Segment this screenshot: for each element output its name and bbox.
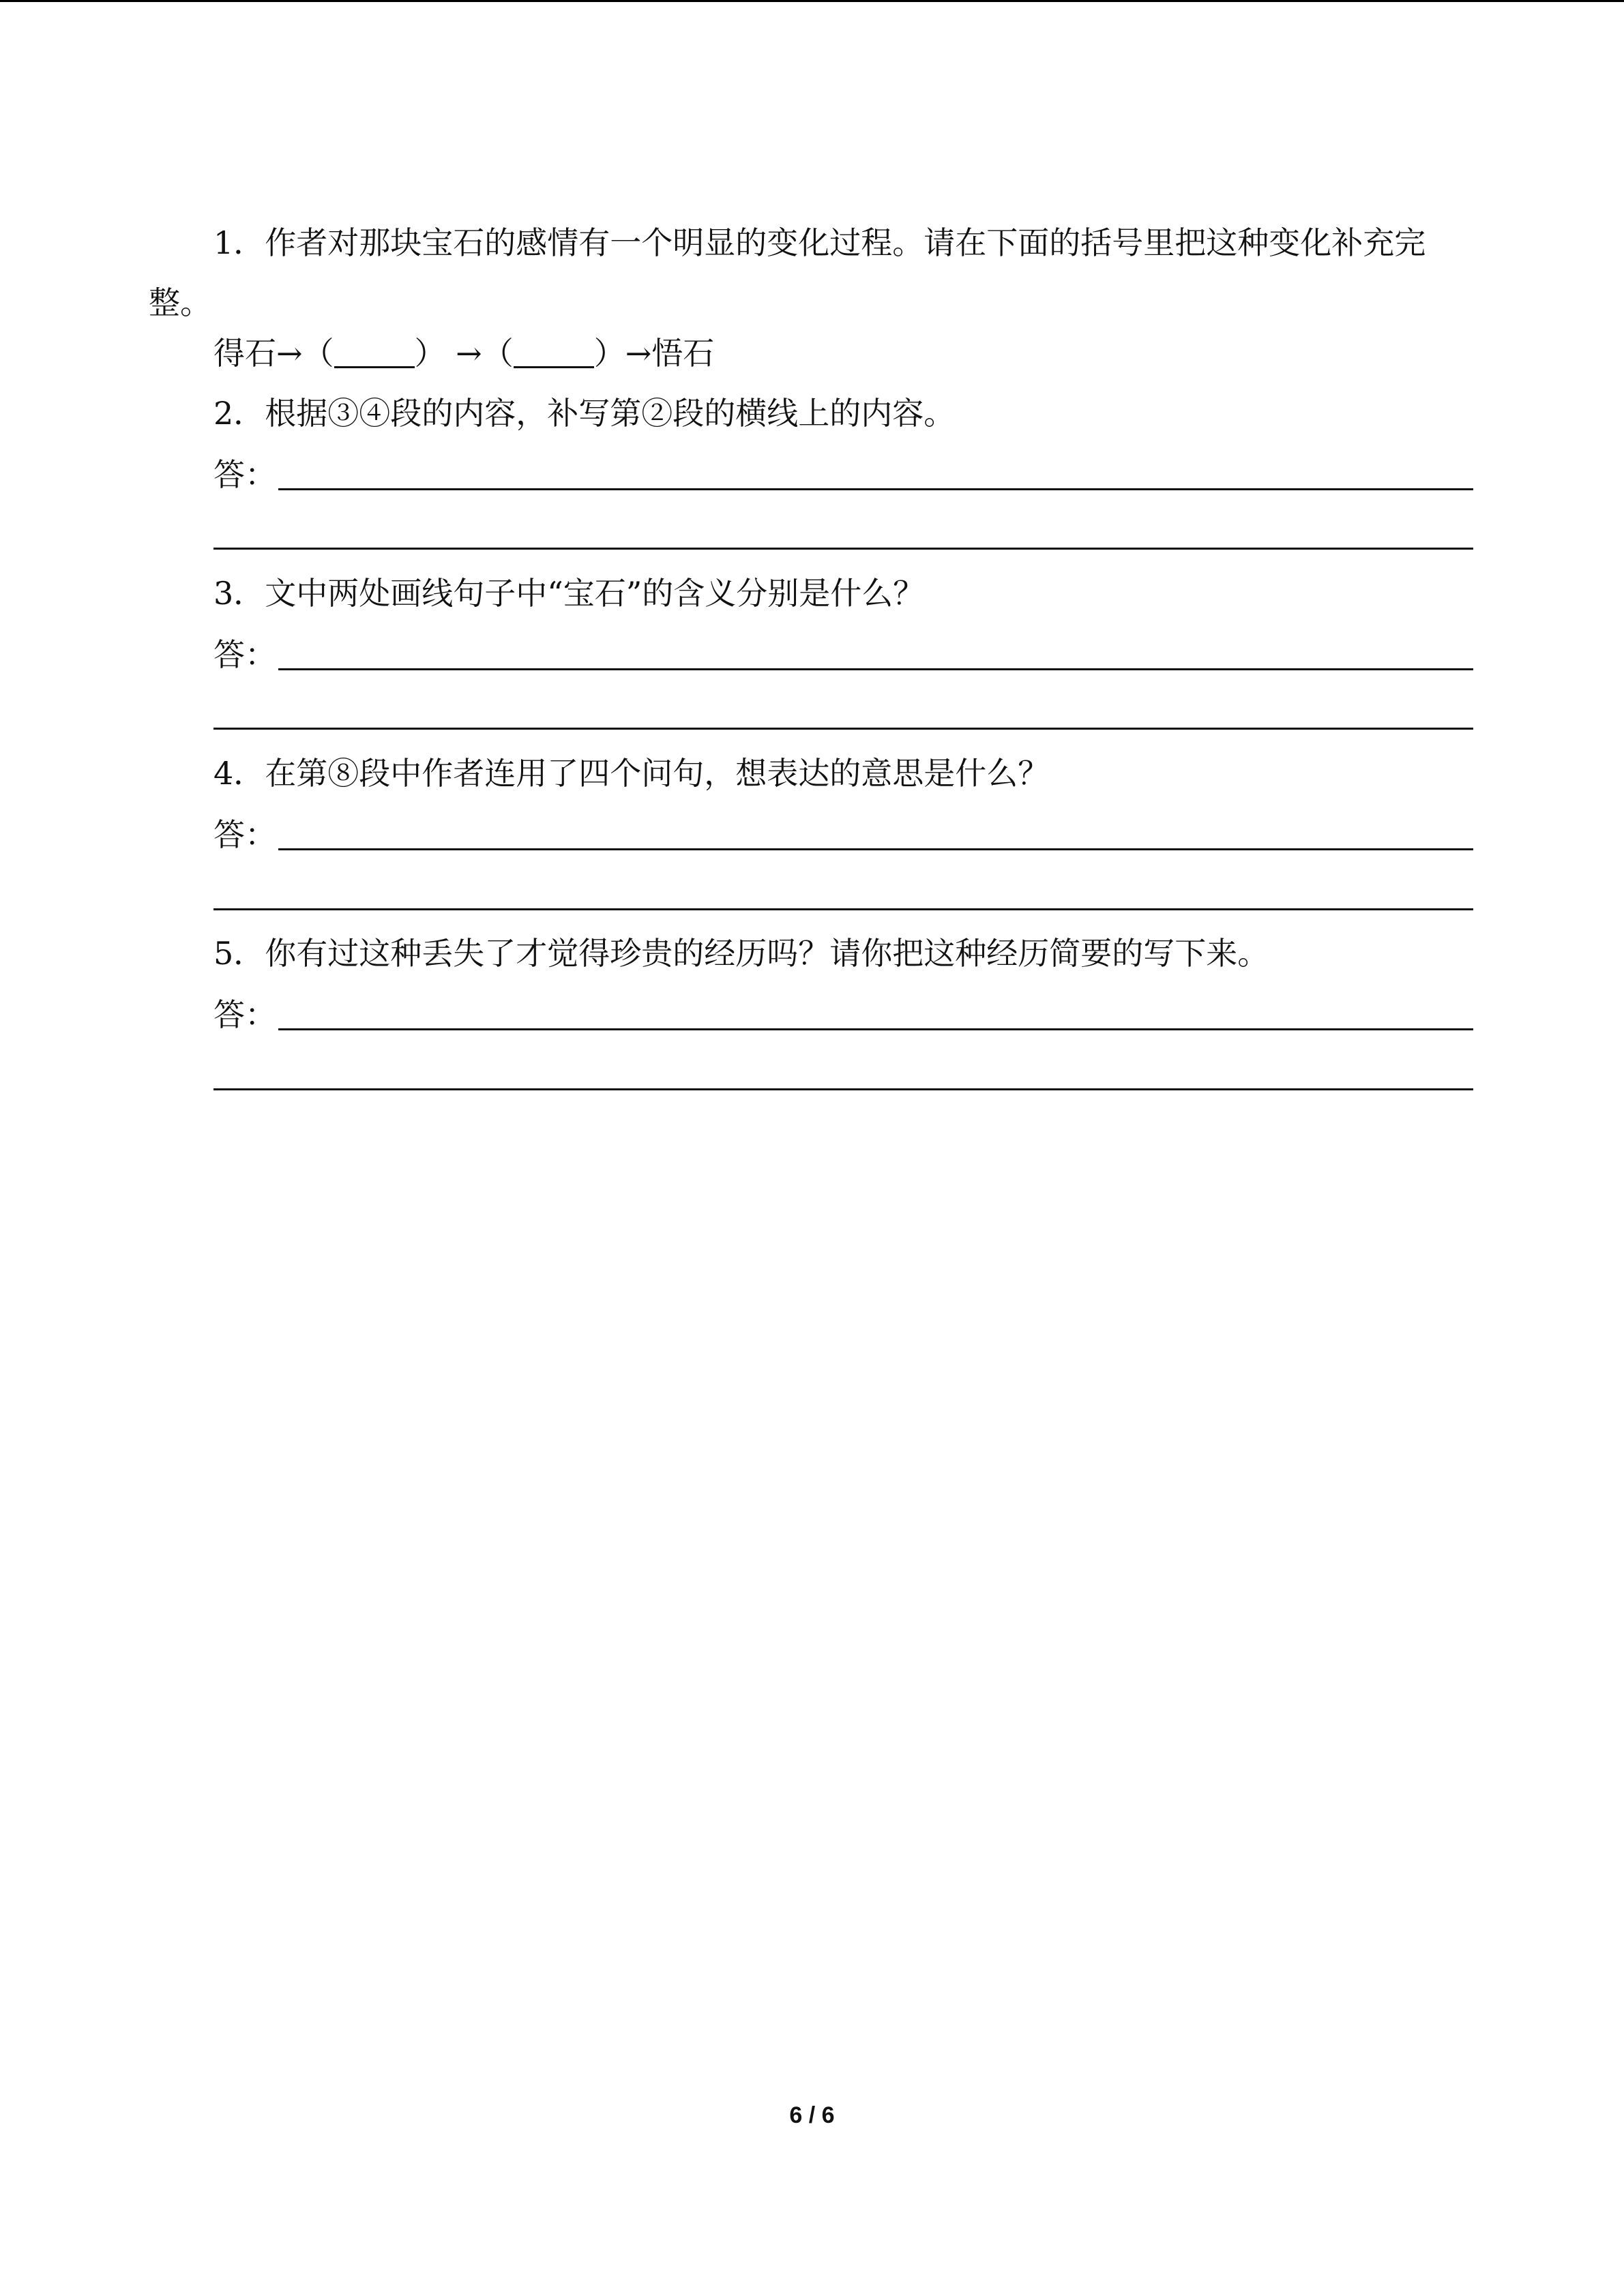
answer-line-3b[interactable] bbox=[213, 728, 1473, 730]
close-paren: ） bbox=[593, 335, 625, 372]
answer-line-2b[interactable] bbox=[213, 548, 1473, 550]
answer-line-3a[interactable] bbox=[278, 668, 1473, 670]
answer-line-5b[interactable] bbox=[213, 1088, 1473, 1090]
answer-line-2a[interactable] bbox=[278, 488, 1473, 490]
question-1: 1．作者对那块宝石的感情有一个明显的变化过程。请在下面的括号里把这种变化补充完整。 bbox=[149, 224, 1426, 321]
question-5: 5．你有过这种丢失了才觉得珍贵的经历吗？请你把这种经历简要的写下来。 bbox=[213, 935, 1269, 972]
answer-line-4a[interactable] bbox=[278, 848, 1473, 850]
answer-label-4: 答： bbox=[213, 816, 276, 853]
answer-label-5: 答： bbox=[213, 996, 276, 1033]
question-4: 4．在第⑧段中作者连用了四个问句，想表达的意思是什么？ bbox=[213, 755, 1050, 792]
sequence-start: 得石 bbox=[213, 335, 276, 372]
answer-line-5a[interactable] bbox=[278, 1028, 1473, 1030]
arrow-icon: → bbox=[276, 335, 303, 372]
page-number: 6 / 6 bbox=[789, 2102, 835, 2128]
question-3: 3．文中两处画线句子中“宝石”的含义分别是什么？ bbox=[213, 575, 925, 612]
question-2: 2．根据③④段的内容，补写第②段的横线上的内容。 bbox=[213, 395, 956, 432]
close-paren: ） bbox=[414, 335, 446, 372]
arrow-icon: → bbox=[625, 335, 652, 372]
sequence-end: 悟石 bbox=[651, 335, 715, 372]
sequence-blank-2[interactable] bbox=[514, 336, 594, 368]
answer-line-4b[interactable] bbox=[213, 908, 1473, 910]
open-paren: （ bbox=[302, 335, 334, 372]
answer-label-2: 答： bbox=[213, 456, 276, 493]
answer-label-3: 答： bbox=[213, 636, 276, 673]
sequence-blank-1[interactable] bbox=[334, 336, 415, 368]
arrow-icon: → bbox=[456, 335, 482, 372]
open-paren: （ bbox=[482, 335, 514, 372]
question-1-sequence bbox=[213, 333, 714, 374]
top-border bbox=[0, 0, 1624, 2]
